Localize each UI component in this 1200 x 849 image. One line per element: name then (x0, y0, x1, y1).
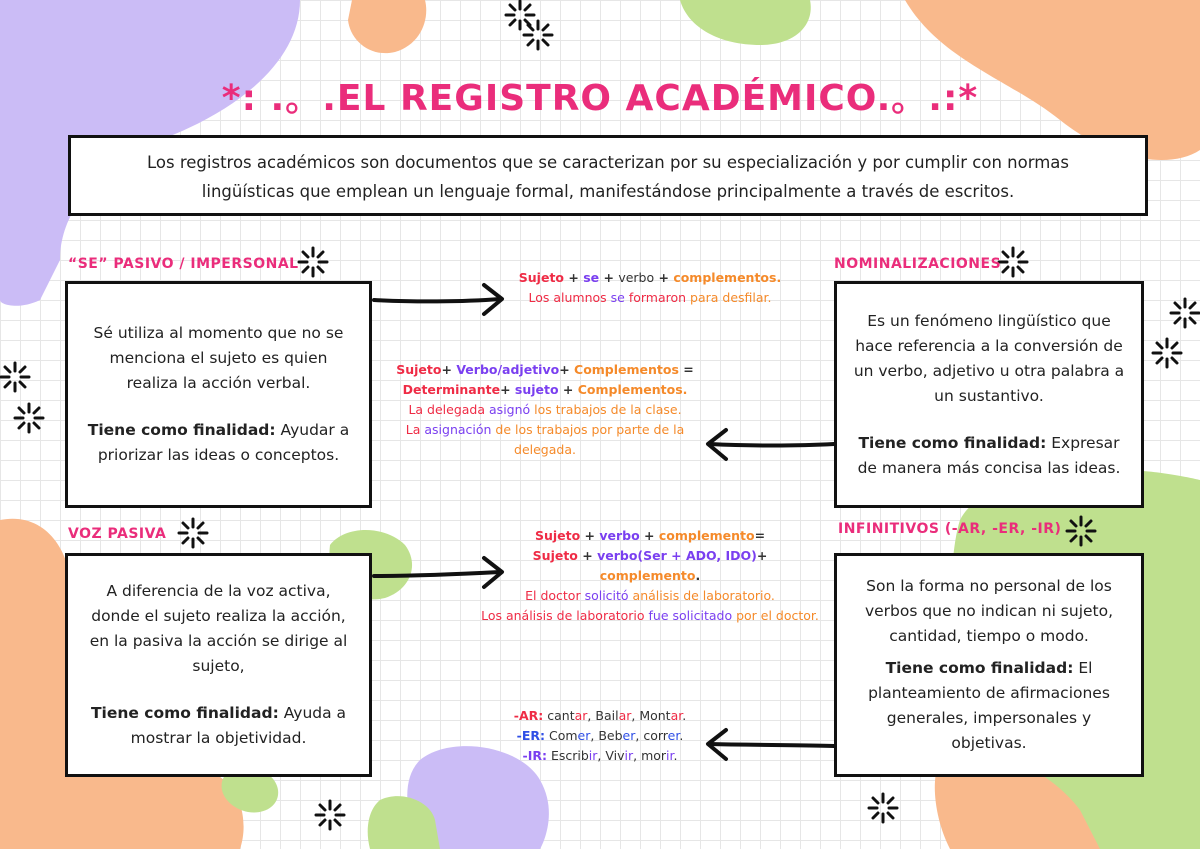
example-part: La delegada (408, 402, 490, 417)
ending: ar (670, 708, 683, 723)
formula-part: + (756, 548, 768, 563)
example-part: asignación (424, 422, 492, 437)
formula-part: + (441, 362, 457, 377)
formula-part: Complementos (574, 362, 679, 377)
example-part: fue solicitado (648, 608, 733, 623)
formula-se: se (583, 270, 600, 285)
example-part: por el doctor. (732, 608, 819, 623)
stem: , Mont (631, 708, 671, 723)
stem: . (682, 708, 687, 723)
stem: , Beb (590, 728, 623, 743)
card-goal (853, 431, 1125, 481)
stem: Com (545, 728, 578, 743)
page-title: *: .。.EL REGISTRO ACADÉMICO.。.:* (221, 78, 979, 119)
example-part: asignó (489, 402, 531, 417)
formula-part: Verbo/adjetivo (456, 362, 560, 377)
sparkle-icon (178, 518, 208, 548)
formula-line-2 (390, 380, 700, 400)
formula-plus: + (564, 270, 584, 285)
example-line-2 (480, 606, 820, 626)
formula-part: + (558, 382, 578, 397)
formula-part: = (754, 528, 766, 543)
card-goal (84, 701, 353, 751)
example-part: los trabajos de la clase. (530, 402, 682, 417)
card-text: A diferencia de la voz activa, donde el sujeto realiza la acción, en la pasiva la acción se dirige al sujeto, (89, 582, 348, 675)
formula-part: Determinante (402, 382, 501, 397)
card-se-pasivo (65, 281, 372, 508)
infinitive-ir (490, 746, 710, 766)
formula-sujeto: Sujeto (518, 270, 565, 285)
ending: er (577, 728, 591, 743)
example-part: se (610, 290, 625, 305)
sparkle-icon (998, 247, 1028, 277)
formula-part: verbo(Ser + ADO, IDO) (597, 548, 757, 563)
blob-green-top (680, 0, 811, 45)
ending: ar (618, 708, 632, 723)
sparkle-icon (1170, 298, 1200, 328)
infinitive-ar (490, 706, 710, 726)
formula-line (490, 268, 810, 288)
stem: , Bail (587, 708, 619, 723)
formula-part: + (577, 548, 598, 563)
formula-part: . (695, 568, 701, 583)
ending-label: -IR: (522, 748, 547, 763)
goal-text: Ayuda a mostrar la objetividad. (130, 704, 347, 747)
heading-se-pasivo: “SE” PASIVO / IMPERSONAL (68, 256, 299, 272)
formula-part: Complementos. (577, 382, 688, 397)
ending: ir (666, 748, 674, 763)
arrow-left-icon (698, 724, 838, 764)
formula-part: Sujeto (396, 362, 442, 377)
formula-line-1 (480, 526, 820, 546)
formula-plus: + (599, 270, 619, 285)
stem: , mor (633, 748, 667, 763)
sparkle-icon (0, 362, 30, 392)
example-line-1 (390, 400, 700, 420)
card-goal (853, 656, 1125, 756)
heading-nominalizaciones: NOMINALIZACIONES (834, 256, 1002, 272)
stem: . (679, 728, 684, 743)
formula-part: sujeto (514, 382, 559, 397)
card-text: Sé utiliza al momento que no se menciona el sujeto es quien realiza la acción verbal. (93, 324, 344, 392)
formula-part: Sujeto (532, 548, 578, 563)
formula-line-3 (480, 566, 820, 586)
intro-line-2: lingüísticas que emplean un lenguaje formal, manifestándose principalmente a través de escritos. (201, 182, 1015, 201)
example-part: análisis de laboratorio. (628, 588, 775, 603)
sparkle-icon (523, 20, 553, 50)
example-line (490, 288, 810, 308)
goal-label: Tiene como finalidad: (885, 659, 1074, 677)
formula-part: + (500, 382, 515, 397)
blob-orange-topleft (348, 0, 426, 53)
formula-line-1 (390, 360, 700, 380)
formula-part: + (559, 362, 575, 377)
sparkle-icon (1152, 338, 1182, 368)
stem: cant (543, 708, 575, 723)
infinitive-er (490, 726, 710, 746)
stem: . (673, 748, 678, 763)
ending-label: -ER: (516, 728, 546, 743)
blob-orange-small (0, 135, 50, 231)
ending: ir (624, 748, 634, 763)
goal-text: Expresar de manera más concisa las ideas. (857, 433, 1121, 477)
example-part: La (405, 422, 425, 437)
example-infinitivos (490, 706, 710, 766)
stem: Escrib (546, 748, 589, 763)
example-line-2 (390, 420, 700, 460)
formula-part: complemento (658, 528, 755, 543)
ending: er (622, 728, 636, 743)
example-part: solicitó (584, 588, 629, 603)
goal-text: El planteamiento de afirmaciones generales, impersonales y objetivas. (868, 659, 1110, 752)
intro-box (68, 135, 1148, 216)
sparkle-icon (315, 800, 345, 830)
example-part: El doctor (525, 588, 585, 603)
goal-label: Tiene como finalidad: (858, 433, 1047, 452)
sparkle-icon (14, 403, 44, 433)
intro-line-1: Los registros académicos son documentos que se caracterizan por su especialización y por cumplir con normas (147, 153, 1069, 172)
example-part: para desfilar. (690, 290, 772, 305)
heading-voz-pasiva: VOZ PASIVA (68, 526, 167, 542)
example-line-1 (480, 586, 820, 606)
example-part: Los análisis de laboratorio (481, 608, 649, 623)
formula-complementos: complementos. (673, 270, 782, 285)
example-part: Los alumnos (528, 290, 611, 305)
formula-part: Sujeto (534, 528, 581, 543)
ending: er (667, 728, 680, 743)
ending: ar (574, 708, 588, 723)
card-text: Es un fenómeno lingüístico que hace referencia a la conversión de un verbo, adjetivo u otra palabra a un sustantivo. (853, 311, 1125, 405)
goal-text: Ayudar a priorizar las ideas o conceptos. (97, 421, 350, 464)
heading-infinitivos: INFINITIVOS (-AR, -ER, -IR) (838, 521, 1062, 537)
formula-part: complemento (599, 568, 696, 583)
arrow-left-icon (698, 424, 838, 464)
formula-part: verbo (599, 528, 640, 543)
sparkle-icon (1066, 516, 1096, 546)
ending: ir (588, 748, 598, 763)
formula-part: = (678, 362, 694, 377)
example-se-pasivo (490, 268, 810, 308)
sparkle-icon (298, 247, 328, 277)
goal-label: Tiene como finalidad: (90, 704, 279, 722)
card-text: Son la forma no personal de los verbos que no indican ni sujeto, cantidad, tiempo o modo. (864, 577, 1114, 645)
example-part: de los trabajos por parte de la delegada. (491, 422, 685, 457)
formula-part: + (580, 528, 600, 543)
stem: , corr (635, 728, 668, 743)
card-goal (84, 418, 353, 468)
sparkle-icon (868, 793, 898, 823)
ending-label: -AR: (513, 708, 544, 723)
formula-line-2 (480, 546, 820, 566)
example-part: formaron (624, 290, 691, 305)
card-voz-pasiva (65, 553, 372, 777)
formula-plus: + (654, 270, 674, 285)
formula-part: + (639, 528, 659, 543)
example-voz-pasiva (480, 526, 820, 626)
formula-verbo: verbo (618, 270, 655, 285)
example-nominalizaciones (390, 360, 700, 460)
stem: , Viv (597, 748, 625, 763)
card-infinitivos (834, 553, 1144, 777)
goal-label: Tiene como finalidad: (87, 421, 276, 439)
card-nominalizaciones (834, 281, 1144, 508)
